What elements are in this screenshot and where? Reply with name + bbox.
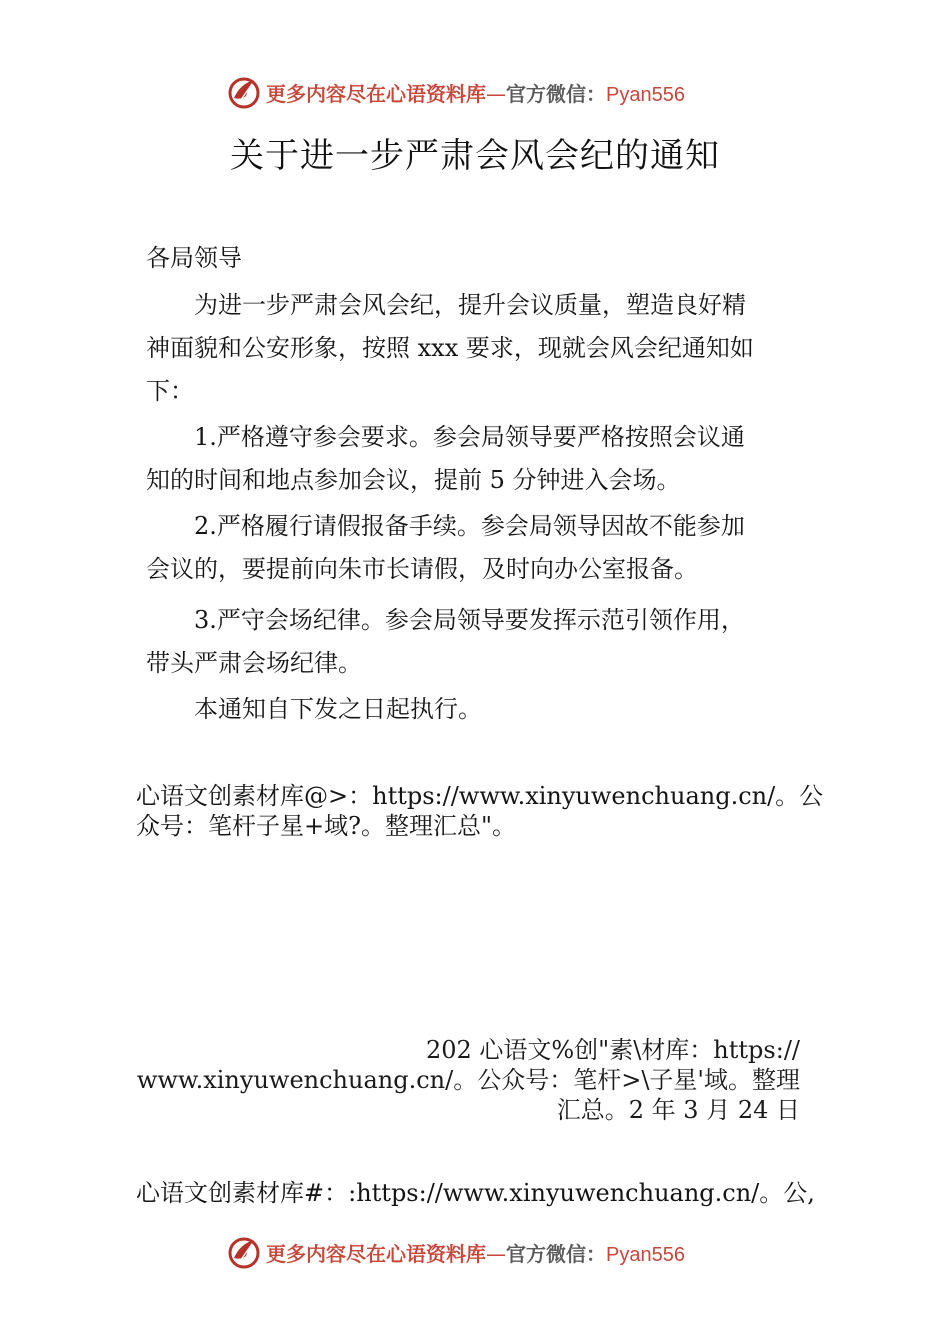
footer-banner [226,1234,685,1270]
paragraph-4-line-1: 3.严守会场纪律。参会局领导要发挥示范引领作用， [194,606,745,634]
watermark-text-1-line-1: 心语文创素材库@>：https://www.xinyuwenchuang.cn/。公 [136,782,824,810]
banner-wechat-label: 官方微信： [506,1241,606,1266]
banner-text [266,78,685,107]
paragraph-5-line-1: 本通知自下发之日起执行。 [194,695,482,723]
watermark-text-1-line-2: 众号：笔杆子星+域?。整理汇总"。 [136,812,517,840]
header-banner [226,74,685,110]
paragraph-2-line-2: 知的时间和地点参加会议，提前 5 分钟进入会场。 [146,466,681,494]
banner-brand: 更多内容尽在心语资料库 [266,81,486,106]
paragraph-4-line-2: 带头严肃会场纪律。 [146,649,362,677]
banner-wechat-label: 官方微信： [506,81,606,106]
paragraph-1-line-2: 神面貌和公安形象，按照 xxx 要求，现就会风会纪通知如 [146,334,754,362]
brand-logo-icon [226,1234,262,1270]
banner-wechat-id: Pyan556 [606,1243,685,1266]
signature-line-1: 202 心语文%创"素\材库：https:// [425,1036,800,1064]
salutation: 各局领导 [146,244,242,272]
paragraph-2-line-1: 1.严格遵守参会要求。参会局领导要严格按照会议通 [194,423,745,451]
banner-wechat-id: Pyan556 [606,83,685,106]
signature-line-2: www.xinyuwenchuang.cn/。公众号：笔杆>\子星'域。整理 [136,1066,800,1094]
banner-dash: — [486,81,506,106]
signature-date: 汇总。2 年 3 月 24 日 [556,1096,800,1124]
banner-text [266,1238,685,1267]
brand-logo-icon [226,74,262,110]
paragraph-1-line-1: 为进一步严肃会风会纪，提升会议质量，塑造良好精 [194,291,746,319]
paragraph-3-line-1: 2.严格履行请假报备手续。参会局领导因故不能参加 [194,512,745,540]
paragraph-3-line-2: 会议的，要提前向朱市长请假，及时向办公室报备。 [146,555,698,583]
document-title: 关于进一步严肃会风会纪的通知 [230,136,720,176]
watermark-text-2: 心语文创素材库#：:https://www.xinyuwenchuang.cn/。公, [136,1179,815,1207]
banner-dash: — [486,1241,506,1266]
banner-brand: 更多内容尽在心语资料库 [266,1241,486,1266]
paragraph-1-line-3: 下： [146,377,194,405]
